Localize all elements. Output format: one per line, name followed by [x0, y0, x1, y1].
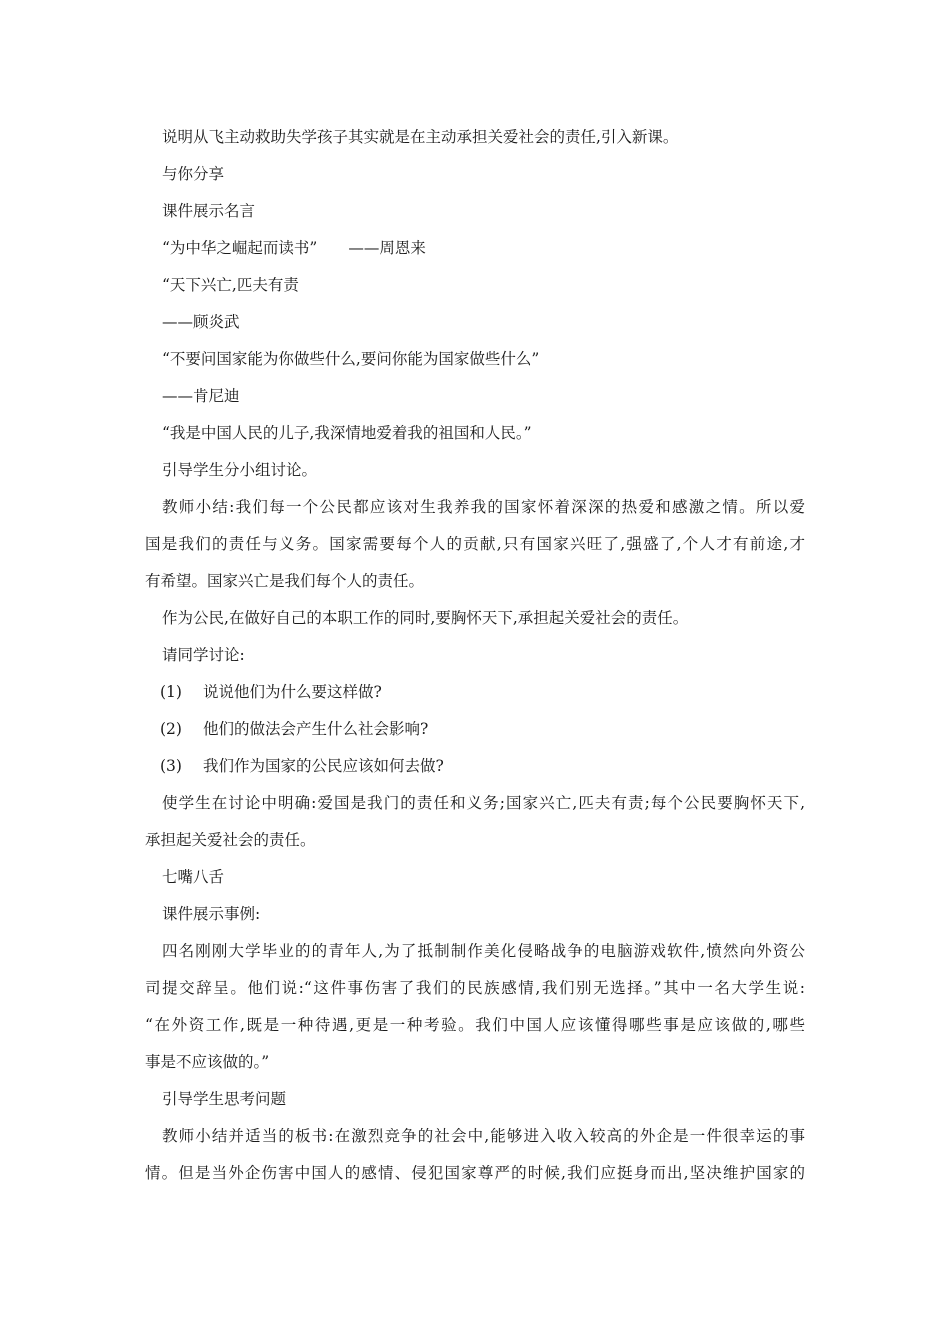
section-heading-share: 与你分享 — [162, 165, 225, 183]
quote-gu-yanwu: “天下兴亡,匹夫有责 — [162, 276, 299, 294]
quote-author-kennedy: ——肯尼迪 — [162, 387, 240, 405]
question-text-3: 我们作为国家的公民应该如何去做? — [203, 757, 444, 775]
question-text-2: 他们的做法会产生什么社会影响? — [203, 720, 429, 738]
paragraph-case-line-1: 四名刚刚大学毕业的的青年人,为了抵制制作美化侵略战争的电脑游戏软件,愤然向外资公 — [162, 942, 805, 960]
paragraph-case-label: 课件展示事例: — [162, 905, 261, 923]
paragraph-conclusion-line-1: 使学生在讨论中明确:爱国是我门的责任和义务;国家兴亡,匹夫有责;每个公民要胸怀天下, — [162, 794, 805, 812]
paragraph-discuss-prompt: 请同学讨论: — [162, 646, 245, 664]
paragraph-summary-line-1: 教师小结:我们每一个公民都应该对生我养我的国家怀着深深的热爱和感激之情。所以爱 — [162, 498, 805, 516]
paragraph-summary-line-3: 有希望。国家兴亡是我们每个人的责任。 — [145, 572, 425, 590]
question-text-1: 说说他们为什么要这样做? — [203, 683, 382, 701]
quote-zhou-enlai: “为中华之崛起而读书” ——周恩来 — [162, 239, 426, 257]
quote-author-gu-yanwu: ——顾炎武 — [162, 313, 240, 331]
paragraph-guide-thinking: 引导学生思考问题 — [162, 1090, 287, 1108]
paragraph-summary-line-2: 国是我们的责任与义务。国家需要每个人的贡献,只有国家兴旺了,强盛了,个人才有前途,才 — [145, 535, 805, 553]
paragraph-case-line-2: 司提交辞呈。他们说:“这件事伤害了我们的民族感情,我们别无选择。”其中一名大学生说: — [145, 979, 805, 997]
question-number-2: (2) — [160, 720, 182, 738]
paragraph-quotes-label: 课件展示名言 — [162, 202, 256, 220]
paragraph-group-discussion: 引导学生分小组讨论。 — [162, 461, 318, 479]
quote-son-of-people: “我是中国人民的儿子,我深情地爱着我的祖国和人民。” — [162, 424, 532, 442]
paragraph-intro: 说明从飞主动救助失学孩子其实就是在主动承担关爱社会的责任,引入新课。 — [162, 128, 679, 146]
paragraph-case-line-3: “在外资工作,既是一种待遇,更是一种考验。我们中国人应该懂得哪些事是应该做的,哪些 — [145, 1016, 805, 1034]
quote-kennedy: “不要问国家能为你做些什么,要问你能为国家做些什么” — [162, 350, 540, 368]
question-number-3: (3) — [160, 757, 182, 775]
paragraph-conclusion-line-2: 承担起关爱社会的责任。 — [145, 831, 316, 849]
paragraph-case-line-4: 事是不应该做的。” — [145, 1053, 270, 1071]
section-heading-discussion: 七嘴八舌 — [162, 868, 225, 886]
paragraph-citizen-duty: 作为公民,在做好自己的本职工作的同时,要胸怀天下,承担起关爱社会的责任。 — [162, 609, 689, 627]
paragraph-final-line-1: 教师小结并适当的板书:在激烈竞争的社会中,能够进入收入较高的外企是一件很幸运的事 — [162, 1127, 805, 1145]
question-number-1: (1) — [160, 683, 182, 701]
paragraph-final-line-2: 情。但是当外企伤害中国人的感情、侵犯国家尊严的时候,我们应挺身而出,坚决维护国家的 — [145, 1164, 805, 1182]
